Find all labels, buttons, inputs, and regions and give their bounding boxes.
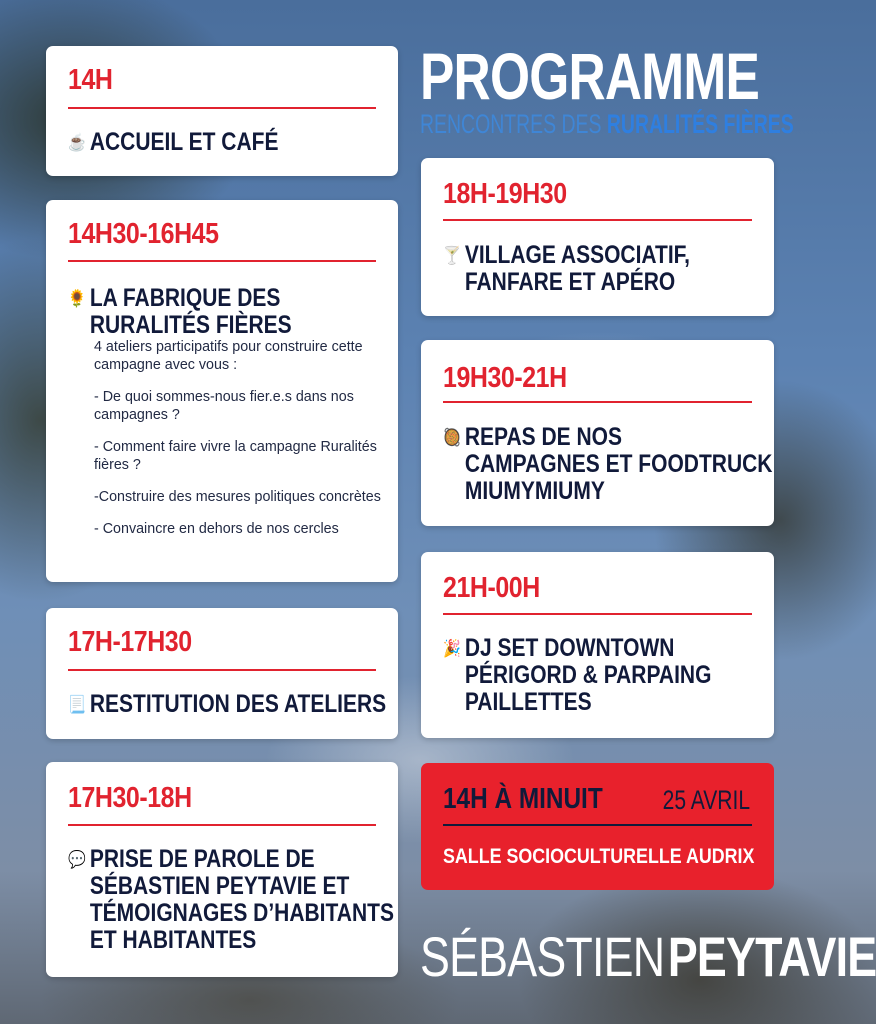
list-item: - Convaincre en dehors de nos cercles xyxy=(94,521,339,537)
event-card-prise-de-parole xyxy=(46,762,398,977)
event-hours: 14H À MINUIT xyxy=(443,783,603,815)
event-time: 18H-19H30 xyxy=(443,178,567,210)
event-title: 🥘 REPAS DE NOS CAMPAGNES ET FOODTRUCK MIUMYMIUMY xyxy=(443,423,773,505)
divider xyxy=(68,824,376,826)
event-venue: SALLE SOCIOCULTURELLE AUDRIX xyxy=(443,845,755,868)
event-title: ☕ ACCUEIL ET CAFÉ xyxy=(68,128,279,156)
event-card-restitution xyxy=(46,608,398,739)
signature-first-name: SÉBASTIEN xyxy=(420,925,665,988)
event-time: 21H-00H xyxy=(443,572,540,604)
coffee-icon: ☕ xyxy=(68,133,86,152)
event-title: 📃 RESTITUTION DES ATELIERS xyxy=(68,690,387,718)
party-popper-icon: 🎉 xyxy=(443,639,461,658)
subtitle-prefix: RENCONTRES DES xyxy=(420,109,602,139)
event-time: 17H30-18H xyxy=(68,782,192,814)
divider xyxy=(443,824,752,826)
description-intro: 4 ateliers participatifs pour construire cette campagne avec vous : xyxy=(94,339,363,373)
event-info-card xyxy=(421,763,774,890)
divider xyxy=(68,107,376,109)
event-date: 25 AVRIL xyxy=(662,785,750,815)
divider xyxy=(68,260,376,262)
page-subtitle xyxy=(420,109,794,140)
list-item: - Comment faire vivre la campagne Ruralités fières ? xyxy=(94,439,377,473)
list-item: -Construire des mesures politiques concrètes xyxy=(94,489,381,505)
divider xyxy=(443,613,752,615)
event-title: 💬 PRISE DE PAROLE DE SÉBASTIEN PEYTAVIE ET TÉMOIGNAGES D’HABITANTS ET HABITANTES xyxy=(68,845,394,954)
page-title: PROGRAMME xyxy=(420,39,760,113)
divider xyxy=(443,401,752,403)
list-item: - De quoi sommes-nous fier.e.s dans nos campagnes ? xyxy=(94,389,354,423)
event-title: 🌻 LA FABRIQUE DES RURALITÉS FIÈRES xyxy=(68,284,292,339)
event-time: 17H-17H30 xyxy=(68,626,192,658)
divider xyxy=(68,669,376,671)
event-time: 14H xyxy=(68,64,113,96)
event-card-repas xyxy=(421,340,774,526)
event-title: 🎉 DJ SET DOWNTOWN PÉRIGORD & PARPAING PAILLETTES xyxy=(443,634,712,716)
signature-last-name: PEYTAVIE xyxy=(667,925,876,988)
scroll-icon: 📃 xyxy=(68,695,86,714)
sunflower-icon: 🌻 xyxy=(68,289,86,308)
event-card-fabrique xyxy=(46,200,398,582)
event-time: 14H30-16H45 xyxy=(68,218,219,250)
signature xyxy=(420,924,876,989)
event-description xyxy=(94,338,384,552)
paella-icon: 🥘 xyxy=(443,428,461,447)
speech-bubble-icon: 💬 xyxy=(68,850,86,869)
event-time: 19H30-21H xyxy=(443,362,567,394)
event-card-accueil xyxy=(46,46,398,176)
divider xyxy=(443,219,752,221)
event-title: 🍸 VILLAGE ASSOCIATIF, FANFARE ET APÉRO xyxy=(443,241,691,296)
event-card-village xyxy=(421,158,774,316)
event-card-dj-set xyxy=(421,552,774,738)
cocktail-icon: 🍸 xyxy=(443,246,461,265)
subtitle-highlight: RURALITÉS FIÈRES xyxy=(606,109,794,139)
